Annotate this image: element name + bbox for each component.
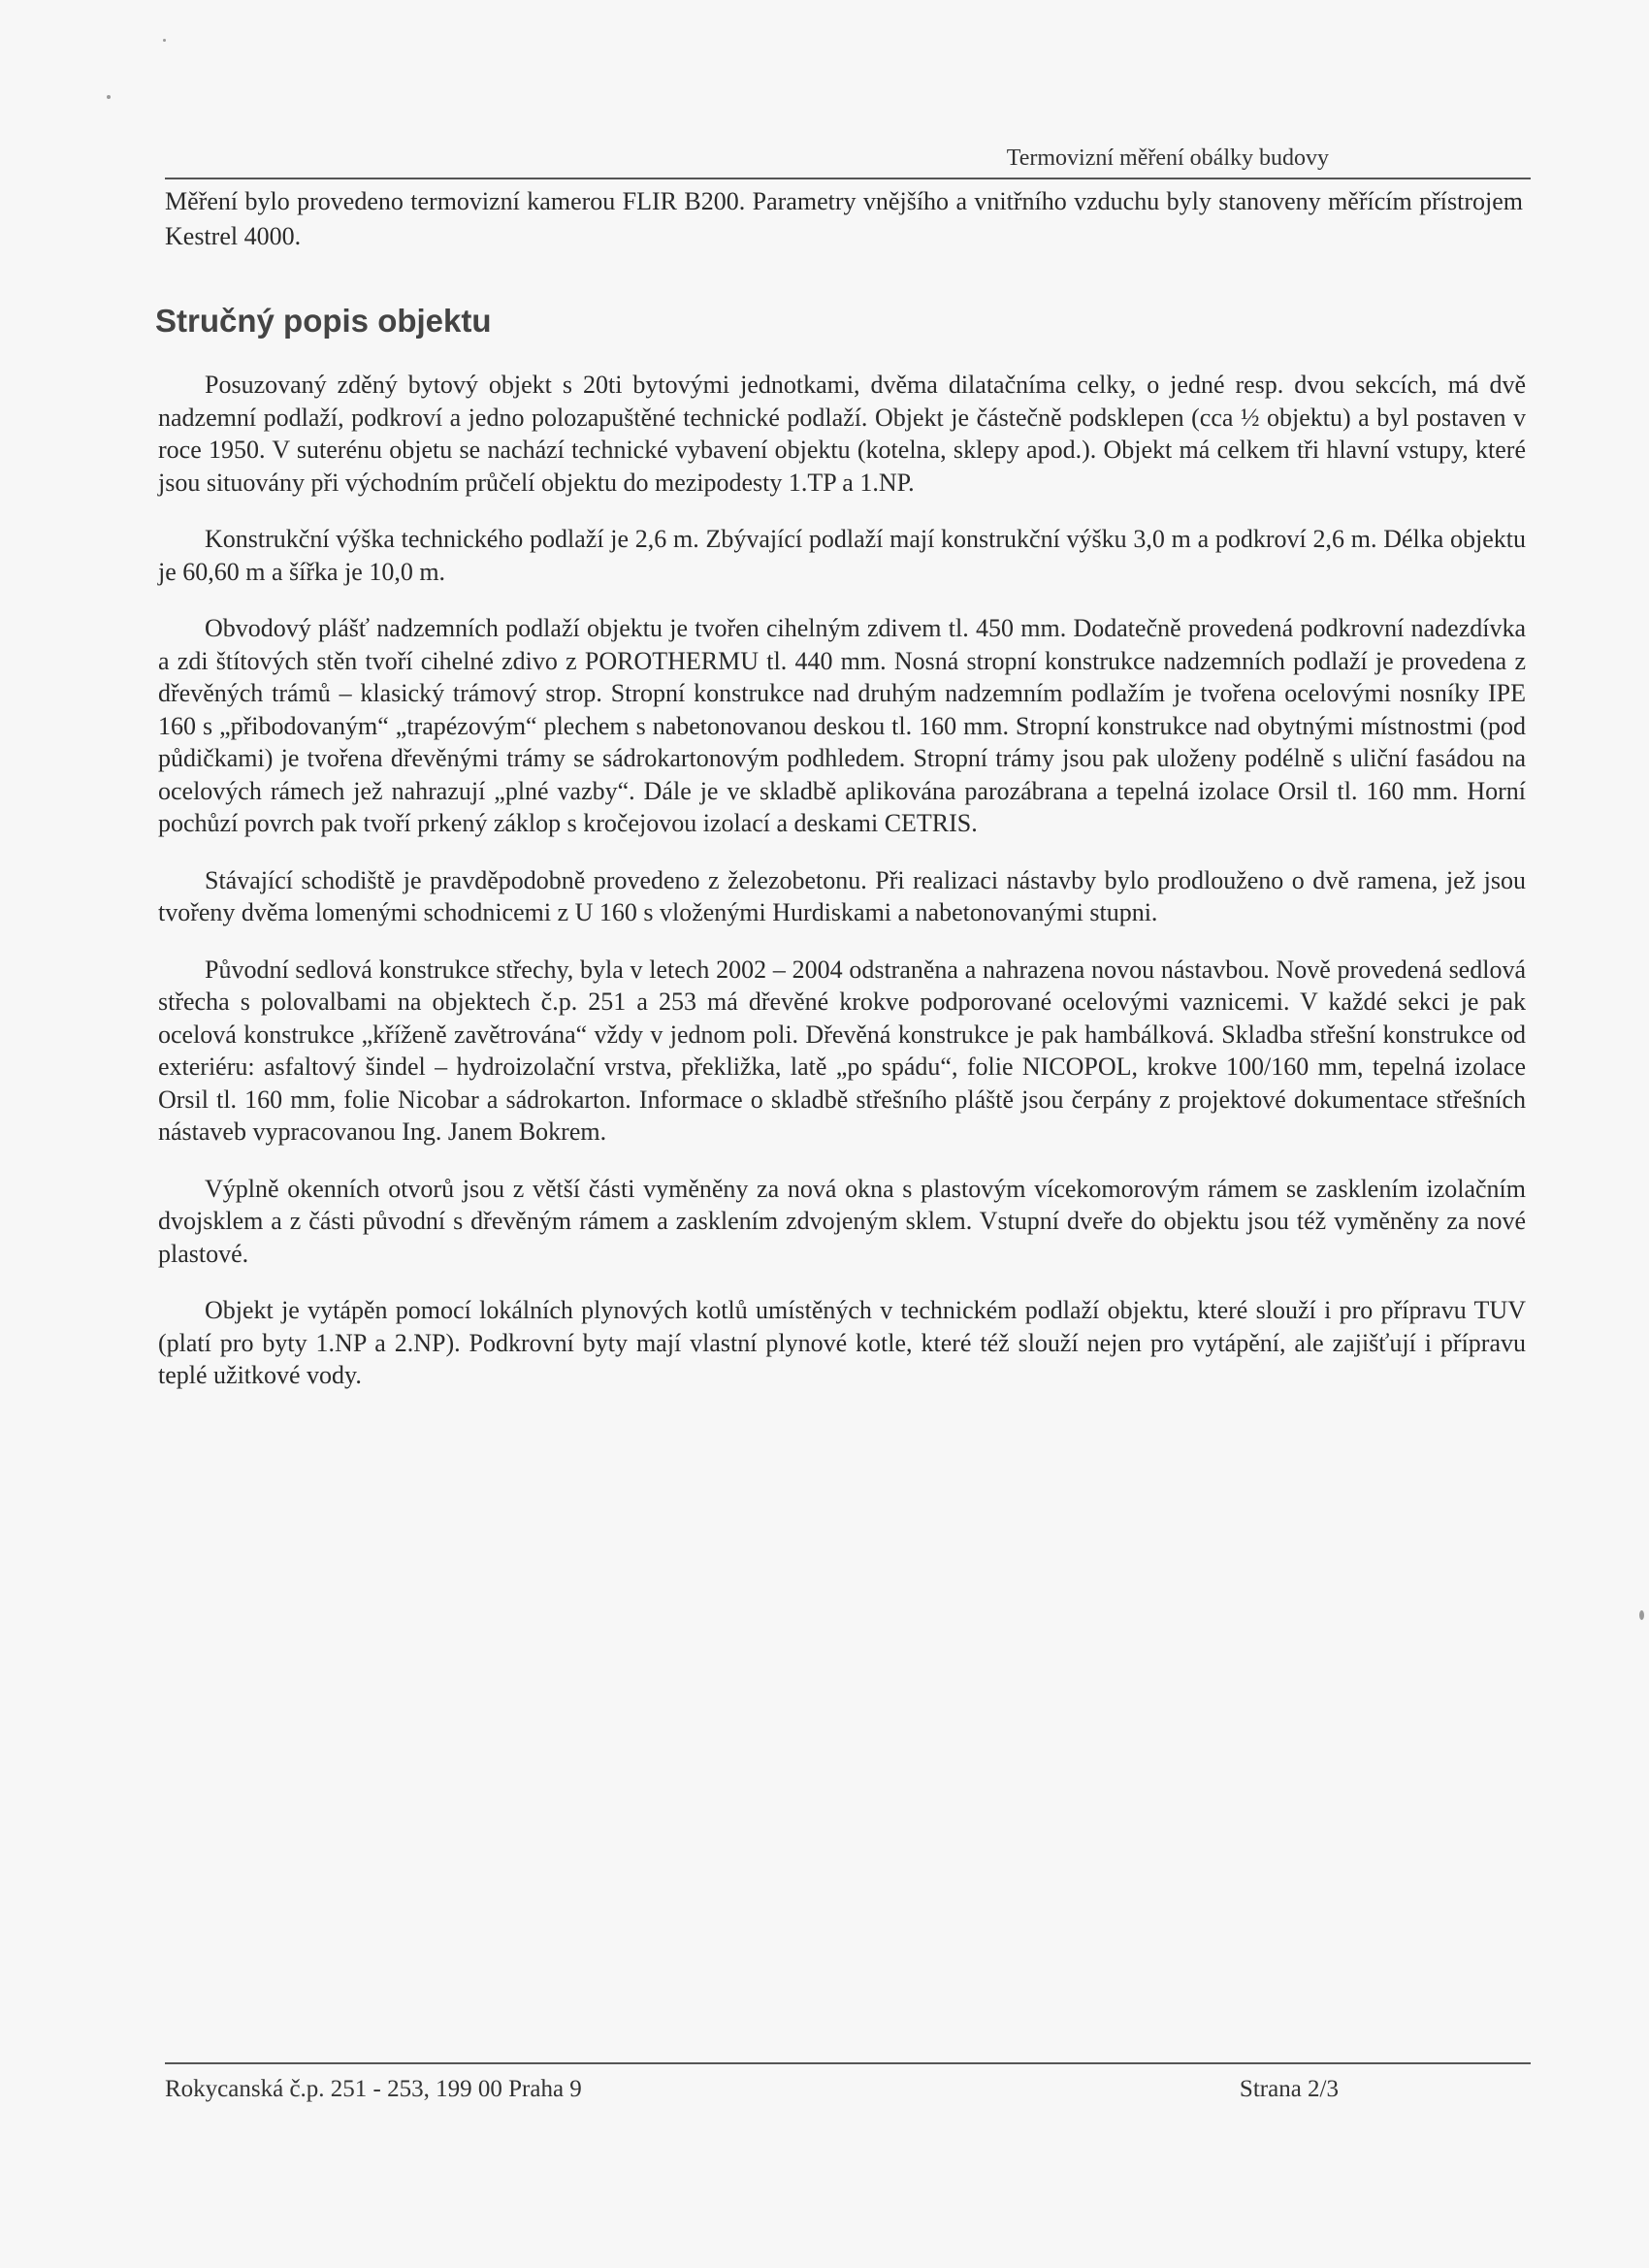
paragraph: Konstrukční výška technického podlaží je 2,6 m. Zbývající podlaží mají konstrukční výšku 3,0 m a podkroví 2,6 m. Délka objektu je 60,60 m a šířka je 10,0 m.: [158, 525, 1526, 586]
footer-address: Rokycanská č.p. 251 - 253, 199 00 Praha 9: [165, 2076, 582, 2102]
page-number: Strana 2/3: [1239, 2076, 1339, 2102]
section-heading: Stručný popis objektu: [155, 303, 492, 339]
paragraph: Posuzovaný zděný bytový objekt s 20ti bytovými jednotkami, dvěma dilatačníma celky, o jedné resp. dvou sekcích, má dvě nadzemní podlaží, podkroví a jedno polozapuštěné technické podlaží. Objekt je částečně podsklepen (cca ½ objektu) a byl postaven v roce 1950. V suterénu objetu se nachází technické vybavení objektu (kotelna, sklepy apod.). Objekt má celkem tři hlavní vstupy, které jsou situovány při východním průčelí objektu do mezipodesty 1.TP a 1.NP.: [158, 371, 1526, 497]
scan-speck: [107, 95, 111, 99]
body-text: [158, 369, 1526, 1416]
paragraph: Obvodový plášť nadzemních podlaží objektu je tvořen cihelným zdivem tl. 450 mm. Dodatečně provedená podkrovní nadezdívka a zdi štítových stěn tvoří cihelné zdivo z POROTHERMU tl. 440 mm. Nosná stropní konstrukce nadzemních podlaží je provedena z dřevěných trámů – klasický trámový strop. Stropní konstrukce nad druhým nadzemním podlažím je tvořena ocelovými nosníky IPE 160 s „přibodovaným“ „trapézovým“ plechem s nabetonovanou deskou tl. 160 mm. Stropní konstrukce nad obytnými místnostmi (pod půdičkami) je tvořena dřevěnými trámy se sádrokartonovým podhledem. Stropní trámy jsou pak uloženy podélně s uliční fasádou na ocelových rámech jež nahrazují „plné vazby“. Dále je ve skladbě aplikována parozábrana a tepelná izolace Orsil tl. 160 mm. Horní pochůzí povrch pak tvoří prkený záklop s kročejovou izolací a deskami CETRIS.: [158, 614, 1526, 837]
scan-speck: [163, 39, 166, 42]
scan-speck: [1639, 1610, 1644, 1620]
header-divider: [165, 178, 1531, 179]
paragraph: Výplně okenních otvorů jsou z větší části vyměněny za nová okna s plastovým vícekomorovým rámem se zasklením izolačním dvojsklem a z části původní s dřevěným rámem a zasklením zdvojeným sklem. Vstupní dveře do objektu jsou též vyměněny za nové plastové.: [158, 1174, 1526, 1268]
intro-paragraph: Měření bylo provedeno termovizní kamerou FLIR B200. Parametry vnějšího a vnitřního vzduchu byly stanoveny měřícím přístrojem Kestrel 4000.: [165, 187, 1523, 250]
paragraph: Stávající schodiště je pravděpodobně provedeno z železobetonu. Při realizaci nástavby bylo prodlouženo o dvě ramena, jež jsou tvořeny dvěma lomenými schodnicemi z U 160 s vloženými Hurdiskami a nabetonovanými stupni.: [158, 865, 1526, 926]
footer-divider: [165, 2062, 1531, 2064]
paragraph: Objekt je vytápěn pomocí lokálních plynových kotlů umístěných v technickém podlaží objektu, které slouží i pro přípravu TUV (platí pro byty 1.NP a 2.NP). Podkrovní byty mají vlastní plynové kotle, které též slouží nejen pro vytápění, ale zajišťují i přípravu teplé užitkové vody.: [158, 1296, 1526, 1389]
running-header: Termovizní měření obálky budovy: [1006, 146, 1329, 171]
paragraph: Původní sedlová konstrukce střechy, byla v letech 2002 – 2004 odstraněna a nahrazena novou nástavbou. Nově provedená sedlová střecha s polovalbami na objektech č.p. 251 a 253 má dřevěné krokve podporované ocelovými vaznicemi. V každé sekci je pak ocelová konstrukce „kříženě zavětrována“ vždy v jednom poli. Dřevěná konstrukce je pak hambálková. Skladba střešní konstrukce od exteriéru: asfaltový šindel – hydroizolační vrstva, překližka, latě „po spádu“, folie NICOPOL, krokve 100/160 mm, tepelná izolace Orsil tl. 160 mm, folie Nicobar a sádrokarton. Informace o skladbě střešního pláště jsou čerpány z projektové dokumentace střešních nástaveb vypracovanou Ing. Janem Bokrem.: [158, 955, 1526, 1146]
